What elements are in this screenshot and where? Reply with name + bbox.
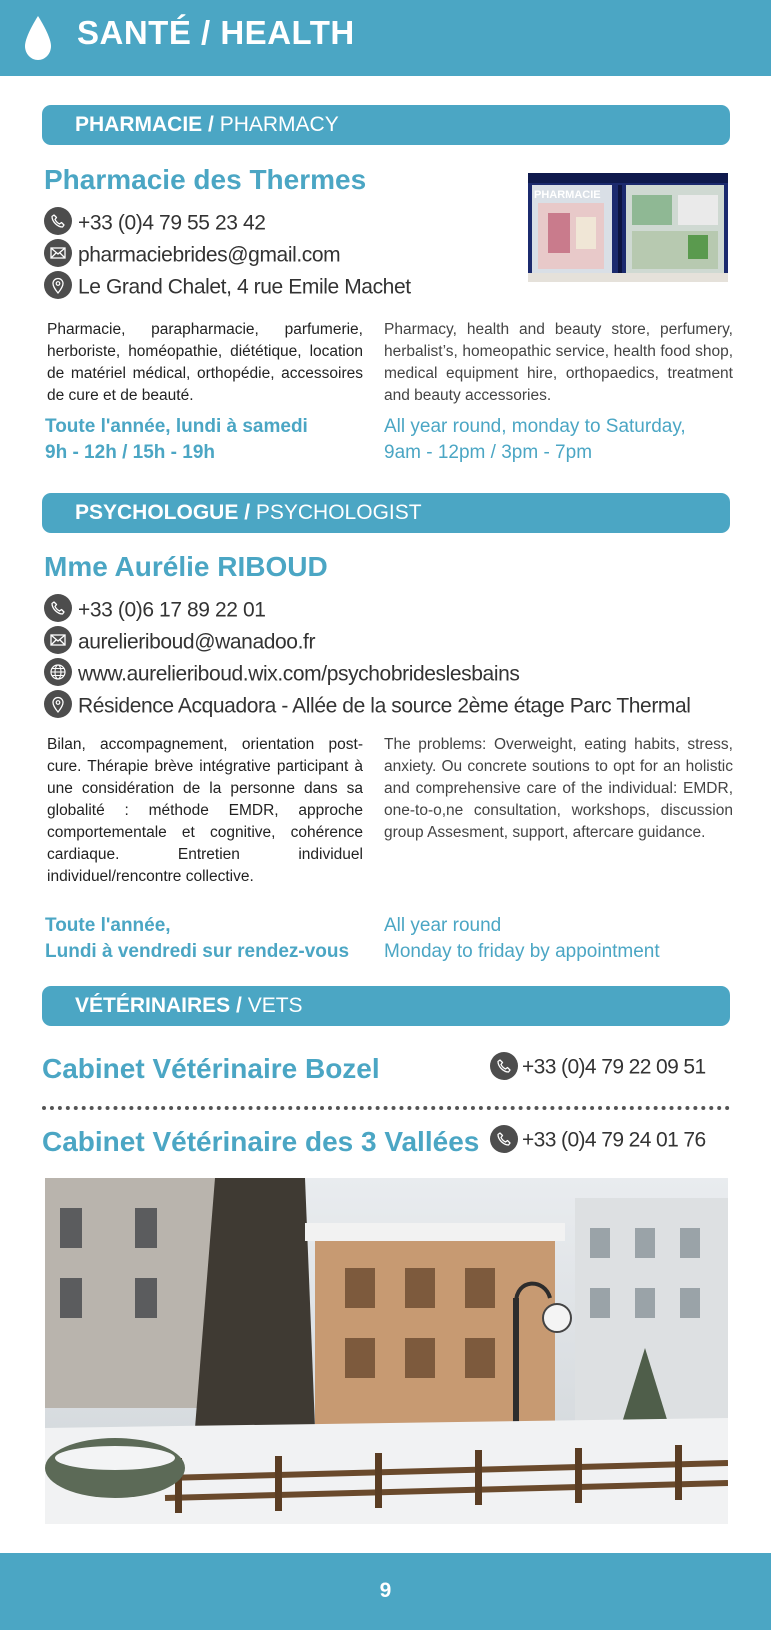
psychologist-email[interactable]: aurelieriboud@wanadoo.fr (44, 627, 315, 657)
vet-phone[interactable]: +33 (0)4 79 24 01 76 (490, 1127, 706, 1155)
page-footer (0, 1553, 771, 1630)
section-pharmacy-fr: PHARMACIE / (75, 113, 214, 136)
section-vets (42, 986, 730, 1026)
dotted-divider (42, 1106, 730, 1110)
pharmacy-description-fr: Pharmacie, parapharmacie, parfumerie, herboriste, homéopathie, diététique, location de matériel médical, orthopédie, accessoires de cure et de beauté. (47, 321, 363, 404)
psychologist-phone[interactable]: +33 (0)6 17 89 22 01 (44, 595, 266, 625)
section-psychologist-fr: PSYCHOLOGUE / (75, 501, 251, 524)
pharmacy-address: Le Grand Chalet, 4 rue Emile Machet (44, 272, 411, 302)
phone-icon (44, 594, 72, 622)
page-number: 9 (379, 1579, 392, 1602)
psychologist-name: Mme Aurélie RIBOUD (44, 551, 328, 582)
phone-icon (44, 207, 72, 235)
pharmacy-description-en: Pharmacy, health and beauty store, perfumery, herbalist’s, homeopathic service, health food shop, medical equipment hire, orthopaedics, treatment and beauty accessories. (384, 321, 733, 404)
pharmacy-photo-sign: PHARMACIE (534, 189, 601, 201)
phone-icon (490, 1052, 518, 1080)
pharmacy-photo (528, 173, 728, 282)
section-psychologist-en: PSYCHOLOGIST (255, 501, 422, 524)
location-pin-icon (44, 271, 72, 299)
location-pin-icon (44, 690, 72, 718)
globe-icon (44, 658, 72, 686)
section-vets-fr: VÉTÉRINAIRES / (75, 994, 242, 1017)
vet-name: Cabinet Vétérinaire des 3 Vallées (42, 1126, 480, 1157)
pharmacy-hours-en: All year round, monday to Saturday, 9am - 12pm / 3pm - 7pm (384, 416, 686, 463)
pharmacy-name: Pharmacie des Thermes (44, 164, 367, 195)
section-vets-en: VETS (247, 994, 303, 1017)
section-psychologist (42, 493, 730, 533)
psychologist-hours-fr: Toute l'année, Lundi à vendredi sur rendez-vous (45, 915, 350, 962)
envelope-icon (44, 626, 72, 654)
envelope-icon (44, 239, 72, 267)
section-pharmacy (42, 105, 730, 145)
psychologist-website[interactable]: www.aurelieriboud.wix.com/psychobrideslesbains (44, 659, 519, 689)
psychologist-description-fr: Bilan, accompagnement, orientation post-cure. Thérapie brève intégrative participant à une considération de la personne dans sa globalité : méthode EMDR, approche comportementale et cognitive, cohérence cardiaque. Entretien individuel individuel/rencontre collective. (47, 736, 363, 885)
vet-name: Cabinet Vétérinaire Bozel (42, 1053, 380, 1084)
water-drop-icon (22, 14, 54, 62)
psychologist-address: Résidence Acquadora - Allée de la source 2ème étage Parc Thermal (44, 691, 691, 721)
pharmacy-phone[interactable]: +33 (0)4 79 55 23 42 (44, 208, 266, 238)
page-title: SANTÉ / HEALTH (77, 14, 355, 51)
vet-phone[interactable]: +33 (0)4 79 22 09 51 (490, 1054, 706, 1082)
pharmacy-email[interactable]: pharmaciebrides@gmail.com (44, 240, 340, 270)
pharmacy-hours-fr: Toute l'année, lundi à samedi 9h - 12h / 15h - 19h (45, 416, 308, 463)
phone-icon (490, 1125, 518, 1153)
winter-village-photo (45, 1178, 728, 1524)
psychologist-description-en: The problems: Overweight, eating habits, stress, anxiety. Ou concrete soutions to opt for an holistic and comprehensive care of the individual: EMDR, one-to-o,ne consultation, workshops, discussion group Assesment, support, aftercare guidance. (384, 736, 733, 841)
page-header (0, 0, 771, 76)
section-pharmacy-en: PHARMACY (219, 113, 339, 136)
psychologist-hours-en: All year round Monday to friday by appointment (384, 915, 660, 962)
